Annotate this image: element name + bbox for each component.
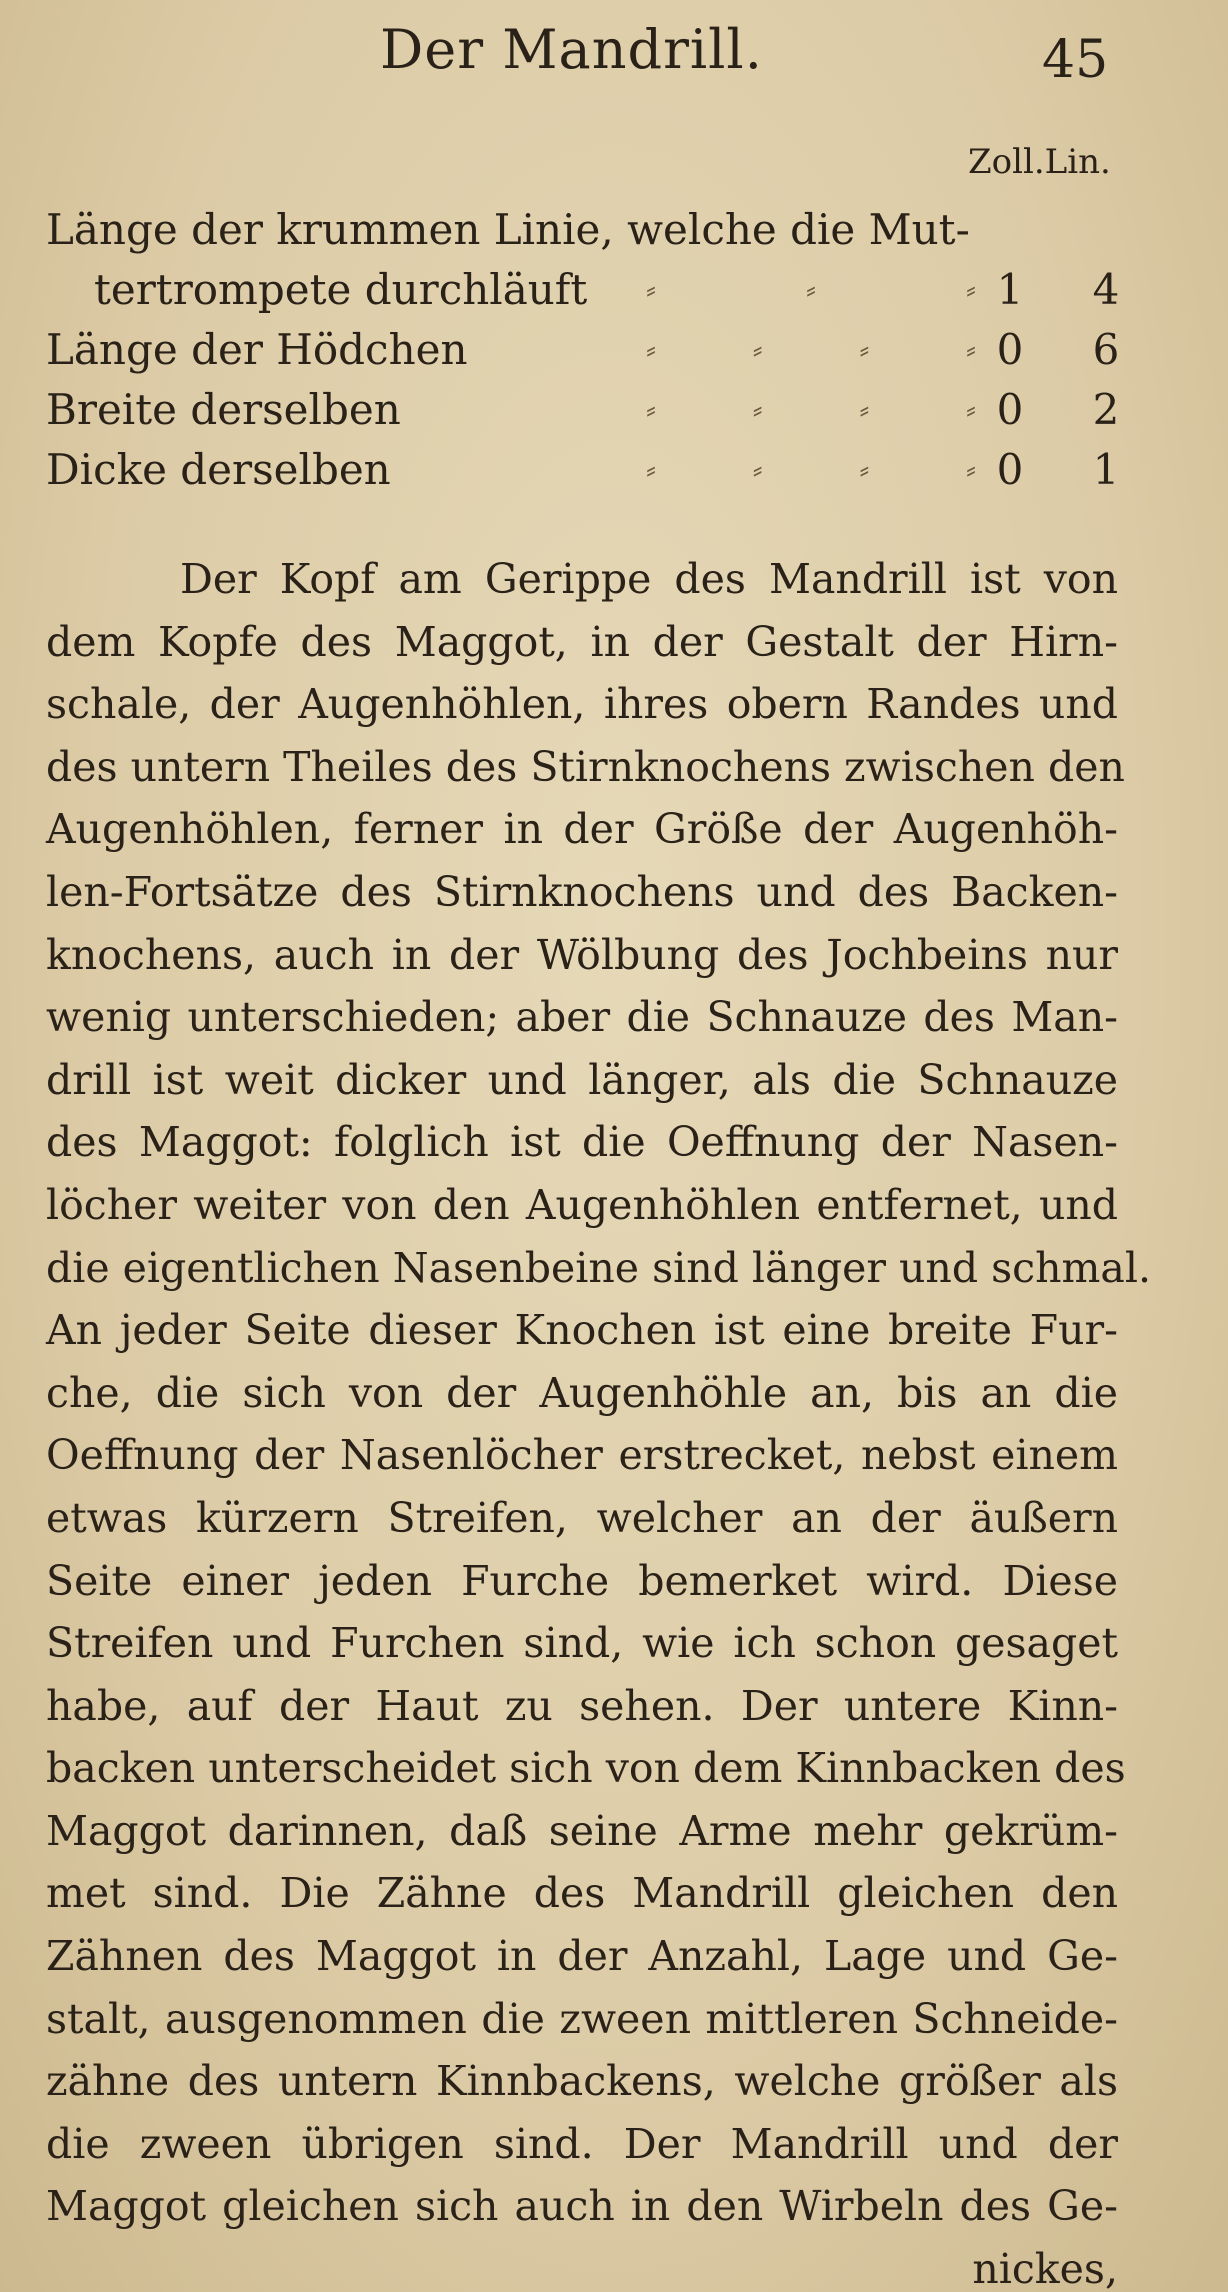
text-line: schale, der Augenhöhlen, ihres obern Randes und: [46, 680, 1118, 729]
text-line: len-Fortsätze des Stirnknochens und des Backen-: [46, 867, 1118, 916]
zoll-value: 0: [996, 445, 1024, 494]
text-line: Der Kopf am Gerippe des Mandrill ist von: [180, 555, 1118, 603]
text-line: habe, auf der Haut zu sehen. Der untere Kinn-: [46, 1681, 1118, 1730]
measurement-label: Breite derselben: [46, 385, 401, 434]
linien-value: 6: [1092, 325, 1120, 374]
linien-value: 4: [1092, 265, 1120, 314]
measurement-label: Länge der Hödchen: [46, 325, 468, 374]
zoll-value: 0: [996, 385, 1024, 434]
text-line: Maggot gleichen sich auch in den Wirbeln des Ge-: [46, 2182, 1118, 2231]
text-line: zähne des untern Kinnbackens, welche größer als: [46, 2057, 1118, 2106]
text-line: wenig unterschieden; aber die Schnauze des Man-: [46, 993, 1118, 1042]
zoll-value: 0: [996, 325, 1024, 374]
text-line: backen unterscheidet sich von dem Kinnbacken des: [46, 1744, 1126, 1793]
measurement-row: [46, 200, 1126, 260]
text-line: dem Kopfe des Maggot, in der Gestalt der Hirn-: [46, 617, 1118, 666]
body-paragraph: [46, 548, 1151, 2292]
linien-value: 1: [1092, 445, 1120, 494]
text-line: etwas kürzern Streifen, welcher an der äußern: [46, 1493, 1118, 1542]
text-line: die eigentlichen Nasenbeine sind länger und schmal.: [46, 1243, 1151, 1292]
measurement-label: tertrompete durchläuft: [94, 265, 588, 314]
measurement-row: [46, 440, 1126, 500]
text-line: che, die sich von der Augenhöhle an, bis an die: [46, 1368, 1118, 1417]
units-label: Zoll.Lin.: [968, 142, 1111, 182]
page-number: 45: [1042, 30, 1109, 90]
text-line: An jeder Seite dieser Knochen ist eine breite Fur-: [46, 1306, 1118, 1355]
measurement-table: [46, 200, 1126, 500]
text-line: des Maggot: folglich ist die Oeffnung der Nasen-: [46, 1118, 1118, 1167]
leader-dots: ⸗ ⸗ ⸗: [646, 272, 976, 307]
text-line: nickes,: [972, 2245, 1118, 2292]
leader-dots: ⸗ ⸗ ⸗ ⸗: [646, 452, 976, 487]
text-line: drill ist weit dicker und länger, als die Schnauze: [46, 1055, 1118, 1104]
measurement-row: [46, 320, 1126, 380]
text-line: Zähnen des Maggot in der Anzahl, Lage und Ge-: [46, 1932, 1118, 1981]
text-line: stalt, ausgenommen die zween mittleren Schneide-: [46, 1994, 1118, 2043]
measurement-row: [46, 380, 1126, 440]
zoll-value: 1: [996, 265, 1024, 314]
text-line: löcher weiter von den Augenhöhlen entfernet, und: [46, 1180, 1118, 1229]
running-head: Der Mandrill.: [380, 18, 763, 81]
text-line: Maggot darinnen, daß seine Arme mehr gekrüm-: [46, 1806, 1118, 1855]
measurement-label: Dicke derselben: [46, 445, 391, 494]
text-line: Streifen und Furchen sind, wie ich schon gesaget: [46, 1619, 1118, 1668]
text-line: Oeffnung der Nasenlöcher erstrecket, nebst einem: [46, 1431, 1118, 1480]
measurement-row: [46, 260, 1126, 320]
text-line: met sind. Die Zähne des Mandrill gleichen den: [46, 1869, 1118, 1918]
leader-dots: ⸗ ⸗ ⸗ ⸗: [646, 332, 976, 367]
text-line: Seite einer jeden Furche bemerket wird. Diese: [46, 1556, 1118, 1605]
text-line: knochens, auch in der Wölbung des Jochbeins nur: [46, 930, 1118, 979]
text-line: des untern Theiles des Stirnknochens zwischen den: [46, 742, 1125, 791]
measurement-label: Länge der krummen Linie, welche die Mut-: [46, 205, 970, 254]
text-line: die zween übrigen sind. Der Mandrill und der: [46, 2119, 1118, 2168]
linien-value: 2: [1092, 385, 1120, 434]
leader-dots: ⸗ ⸗ ⸗ ⸗: [646, 392, 976, 427]
text-line: Augenhöhlen, ferner in der Größe der Augenhöh-: [46, 805, 1118, 854]
